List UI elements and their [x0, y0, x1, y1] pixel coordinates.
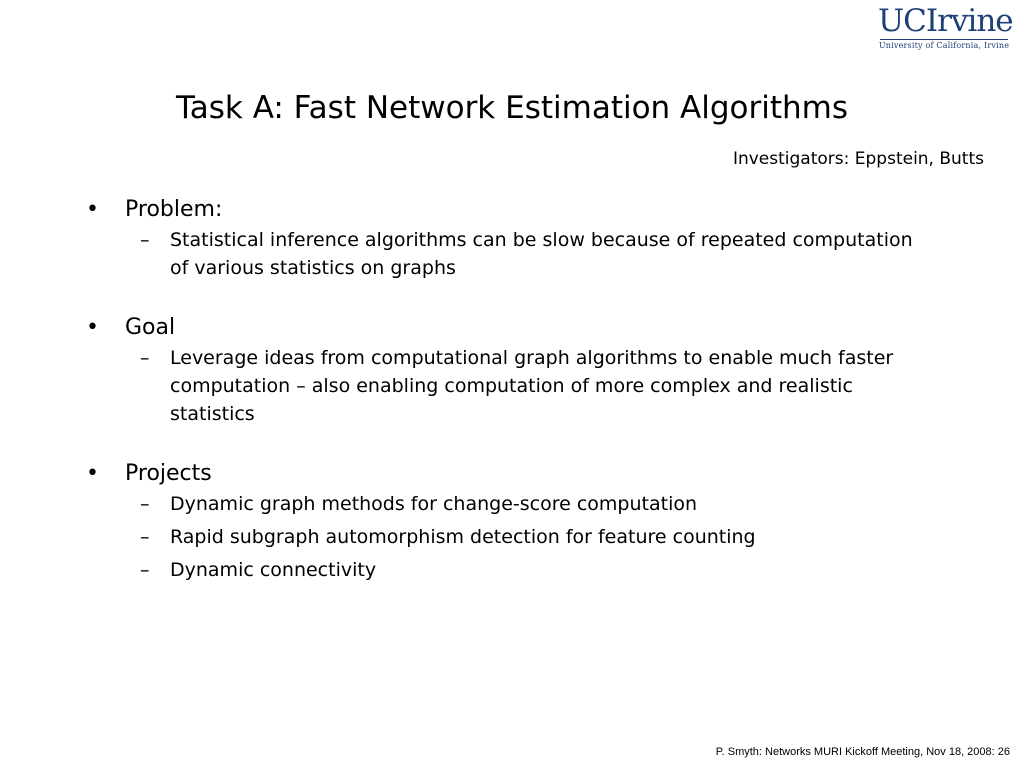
dash-icon: –	[140, 493, 150, 515]
sub-bullet-item	[84, 523, 984, 551]
logo-divider	[880, 39, 1008, 40]
bullet-item	[84, 312, 984, 344]
section-goal	[84, 312, 984, 428]
logo-subtitle: University of California, Irvine	[878, 41, 1010, 50]
slide-footer: P. Smyth: Networks MURI Kickoff Meeting, Nov 18, 2008: 26	[715, 746, 1010, 758]
sub-bullet-text: Leverage ideas from computational graph algorithms to enable much faster computation – also enabling computation of more complex and realistic statistics	[170, 347, 894, 425]
uc-irvine-logo	[878, 3, 1013, 51]
bullet-icon: •	[86, 461, 99, 486]
bullet-heading: Problem:	[125, 197, 223, 222]
sub-bullet-text: Dynamic connectivity	[170, 559, 377, 581]
bullet-heading: Goal	[125, 315, 176, 340]
sub-bullet-text: Rapid subgraph automorphism detection for feature counting	[170, 526, 756, 548]
section-problem	[84, 194, 984, 282]
bullet-heading: Projects	[125, 461, 212, 486]
dash-icon: –	[140, 526, 150, 548]
sub-bullet-item	[84, 556, 984, 584]
sub-bullet-item	[84, 490, 984, 518]
slide-title: Task A: Fast Network Estimation Algorithms	[175, 90, 849, 126]
logo-name: UCIrvine	[878, 3, 1013, 39]
slide-content	[84, 194, 984, 614]
dash-icon: –	[140, 229, 150, 251]
sub-bullet-item	[84, 344, 984, 428]
bullet-item	[84, 194, 984, 226]
bullet-icon: •	[86, 197, 99, 222]
sub-bullet-text: Statistical inference algorithms can be slow because of repeated computation of various statistics on graphs	[170, 229, 913, 279]
bullet-icon: •	[86, 315, 99, 340]
dash-icon: –	[140, 559, 150, 581]
dash-icon: –	[140, 347, 150, 369]
bullet-item	[84, 458, 984, 490]
sub-bullet-item	[84, 226, 984, 282]
investigators-line: Investigators: Eppstein, Butts	[732, 149, 984, 169]
sub-bullet-text: Dynamic graph methods for change-score computation	[170, 493, 698, 515]
section-projects	[84, 458, 984, 584]
